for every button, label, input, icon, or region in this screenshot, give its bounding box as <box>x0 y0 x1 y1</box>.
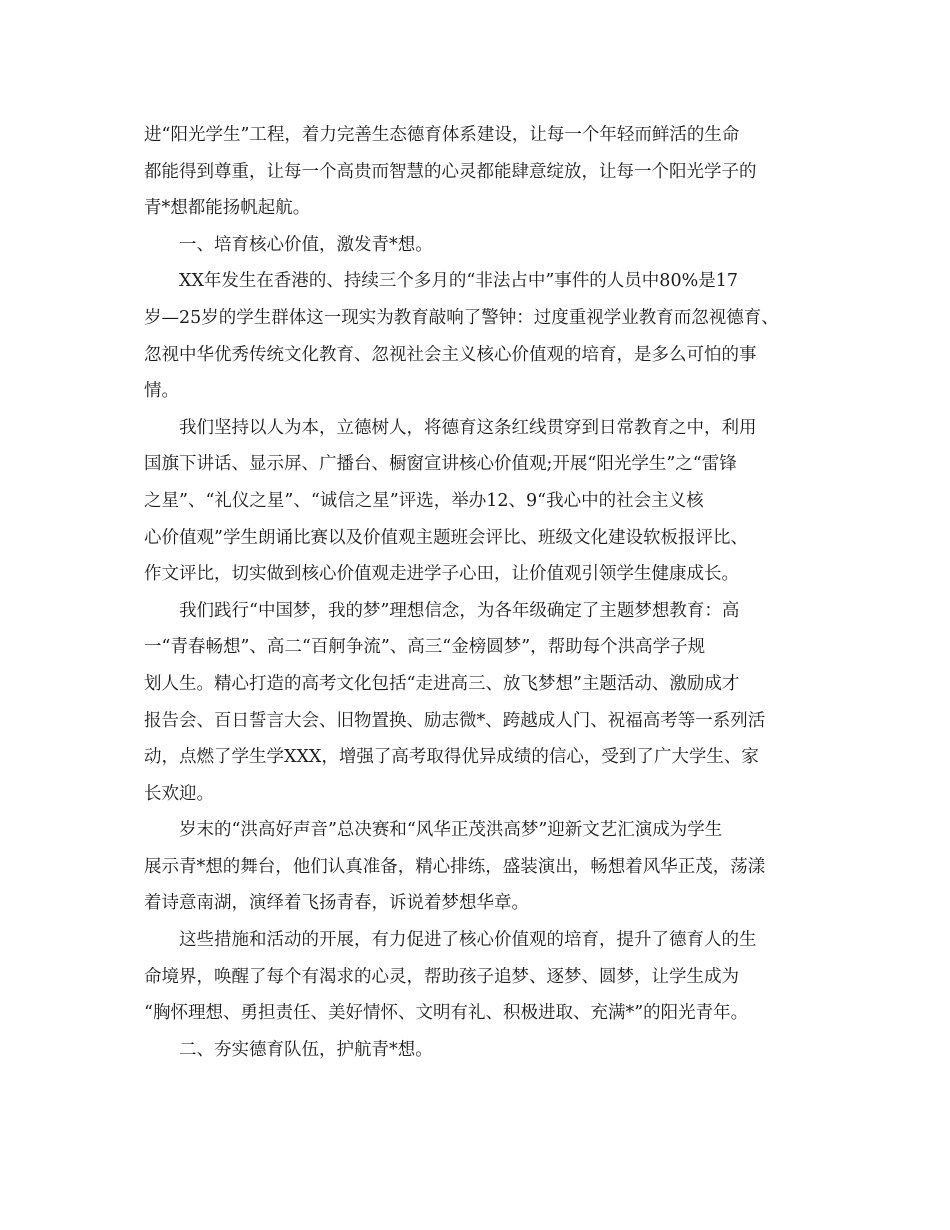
text-line: 岁末的“洪高好声音”总决赛和“风华正茂洪高梦”迎新文艺汇演成为学生 <box>179 820 723 841</box>
text-line: 划人生。精心打造的高考文化包括“走进高三、放飞梦想”主题活动、激励成才 <box>144 673 740 694</box>
text-line: 着诗意南湖，演绎着飞扬青春，诉说着梦想华章。 <box>144 893 529 914</box>
text-line: XX年发生在香港的、持续三个多月的“非法占中”事件的人员中80%是17 <box>179 271 738 292</box>
text-line: 国旗下讲话、显示屏、广播台、橱窗宣讲核心价值观;开展“阳光学生”之“雷锋 <box>144 454 737 475</box>
text-line: 报告会、百日誓言大会、旧物置换、励志微*、跨越成人门、祝福高考等一系列活 <box>144 710 766 731</box>
text-line: 之星”、“礼仪之星”、“诚信之星”评选，举办12、9“我心中的社会主义核 <box>144 490 704 511</box>
text-line: 情。 <box>144 381 179 402</box>
document-body <box>144 117 810 1068</box>
text-line: 岁—25岁的学生群体这一现实为教育敲响了警钟：过度重视学业教育而忽视德育、 <box>144 307 779 328</box>
text-line: 进“阳光学生”工程，着力完善生态德育体系建设，让每一个年轻而鲜活的生命 <box>144 125 740 145</box>
section-heading: 二、夯实德育队伍，护航青*想。 <box>179 1039 433 1060</box>
text-line: 都能得到尊重，让每一个高贵而智慧的心灵都能肆意绽放，让每一个阳光学子的 <box>144 161 757 182</box>
text-line: 我们坚持以人为本，立德树人，将德育这条红线贯穿到日常教育之中，利用 <box>179 417 757 438</box>
text-line: 青*想都能扬帆起航。 <box>144 198 311 219</box>
text-line: 心价值观”学生朗诵比赛以及价值观主题班会评比、班级文化建设软板报评比、 <box>144 527 748 548</box>
text-line: 作文评比，切实做到核心价值观走进学子心田，让价值观引领学生健康成长。 <box>144 564 739 585</box>
text-line: 这些措施和活动的开展，有力促进了核心价值观的培育，提升了德育人的生 <box>179 930 757 951</box>
text-line: 我们践行“中国梦，我的梦”理想信念，为各年级确定了主题梦想教育：高 <box>179 600 740 621</box>
text-line: 展示青*想的舞台，他们认真准备，精心排练，盛装演出，畅想着风华正茂，荡漾 <box>144 856 766 877</box>
section-heading: 一、培育核心价值，激发青*想。 <box>179 234 433 255</box>
text-line: 长欢迎。 <box>144 783 214 804</box>
text-line: 忽视中华优秀传统文化教育、忽视社会主义核心价值观的培育，是多么可怕的事 <box>144 344 757 365</box>
text-line: “胸怀理想、勇担责任、美好情怀、文明有礼、积极进取、充满*”的阳光青年。 <box>144 1003 749 1024</box>
text-line: 一“青春畅想”、高二“百舸争流”、高三“金榜圆梦”，帮助每个洪高学子规 <box>144 637 706 658</box>
text-line: 命境界，唤醒了每个有渴求的心灵，帮助孩子追梦、逐梦、圆梦，让学生成为 <box>144 966 739 987</box>
text-line: 动，点燃了学生学XXX，增强了高考取得优异成绩的信心，受到了广大学生、家 <box>144 747 759 768</box>
